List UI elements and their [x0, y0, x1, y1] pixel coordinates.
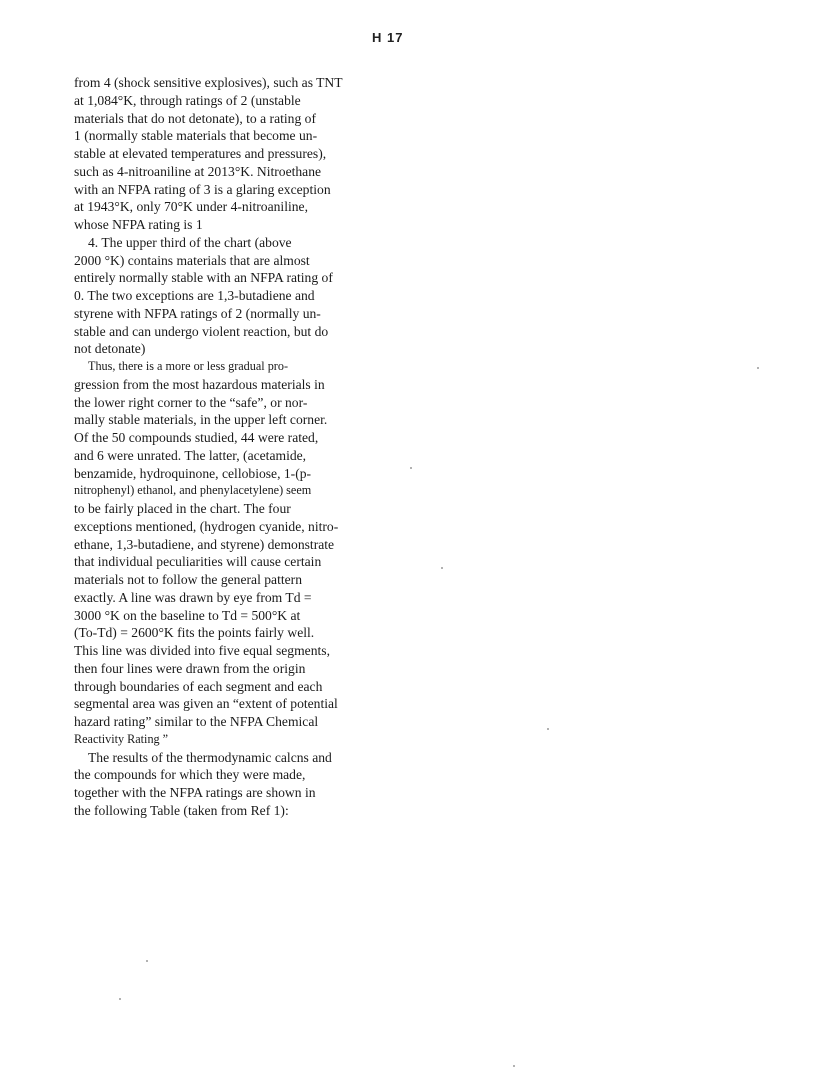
text-line: entirely normally stable with an NFPA rating of — [74, 270, 333, 286]
text-line: the lower right corner to the “safe”, or nor- — [74, 394, 308, 410]
scan-speck — [410, 467, 412, 469]
text-line: that individual peculiarities will cause certain — [74, 554, 322, 570]
text-line: the compounds for which they were made, — [74, 767, 306, 783]
scan-speck — [513, 1065, 515, 1067]
text-line: benzamide, hydroquinone, cellobiose, 1-(p- — [74, 465, 312, 481]
text-line: hazard rating” similar to the NFPA Chemical — [74, 714, 319, 729]
text-line: together with the NFPA ratings are shown in — [74, 785, 316, 800]
text-line: the following Table (taken from Ref 1): — [74, 802, 289, 818]
text-line: at 1,084°K, through ratings of 2 (unstable — [74, 92, 301, 108]
text-line: and 6 were unrated. The latter, (acetamide, — [74, 447, 307, 463]
body-text-column — [74, 74, 386, 820]
text-line: ethane, 1,3-butadiene, and styrene) demonstrate — [74, 536, 335, 552]
text-line: Reactivity Rating ” — [74, 731, 169, 746]
text-line: through boundaries of each segment and each — [74, 678, 323, 694]
scan-speck — [757, 367, 759, 369]
text-line: styrene with NFPA ratings of 2 (normally un- — [74, 305, 321, 321]
scan-speck — [119, 998, 121, 1000]
text-line: nitrophenyl) ethanol, and phenylacetylene) seem — [74, 483, 312, 498]
text-line: then four lines were drawn from the origin — [74, 660, 306, 676]
text-line: stable and can undergo violent reaction, but do — [74, 323, 329, 339]
text-line: exceptions mentioned, (hydrogen cyanide, nitro- — [74, 518, 339, 534]
text-line: materials that do not detonate), to a rating of — [74, 110, 316, 126]
text-line: This line was divided into five equal segments, — [74, 643, 330, 658]
page-number: H 17 — [372, 30, 404, 45]
text-line: 1 (normally stable materials that become un- — [74, 128, 318, 144]
text-line: 2000 °K) contains materials that are almost — [74, 252, 310, 268]
text-line: gression from the most hazardous materials in — [74, 376, 325, 392]
scan-speck — [441, 567, 443, 569]
text-line: not detonate) — [74, 341, 146, 357]
text-line: mally stable materials, in the upper left corner. — [74, 412, 328, 428]
scan-speck — [547, 728, 549, 730]
text-line: stable at elevated temperatures and pressures), — [74, 146, 327, 161]
text-line: materials not to follow the general pattern — [74, 572, 302, 587]
text-line: from 4 (shock sensitive explosives), such as TNT — [74, 75, 343, 90]
text-line: 3000 °K on the baseline to Td = 500°K at — [74, 607, 301, 623]
scan-speck — [146, 960, 148, 962]
paragraph-start-line: The results of the thermodynamic calcns and — [88, 749, 332, 765]
text-line: (To-Td) = 2600°K fits the points fairly well. — [74, 625, 315, 641]
text-line: segmental area was given an “extent of potential — [74, 696, 338, 712]
text-line: whose NFPA rating is 1 — [74, 217, 203, 232]
paragraph-start-line: 4. The upper third of the chart (above — [88, 234, 292, 250]
text-line: 0. The two exceptions are 1,3-butadiene and — [74, 288, 315, 303]
text-line: Of the 50 compounds studied, 44 were rated, — [74, 430, 319, 445]
text-line: to be fairly placed in the chart. The four — [74, 501, 291, 516]
text-line: with an NFPA rating of 3 is a glaring exception — [74, 181, 331, 197]
paragraph-start-line: Thus, there is a more or less gradual pro- — [88, 359, 289, 373]
text-line: exactly. A line was drawn by eye from Td = — [74, 589, 312, 605]
text-line: at 1943°K, only 70°K under 4-nitroaniline, — [74, 199, 308, 215]
text-line: such as 4-nitroaniline at 2013°K. Nitroethane — [74, 163, 322, 179]
